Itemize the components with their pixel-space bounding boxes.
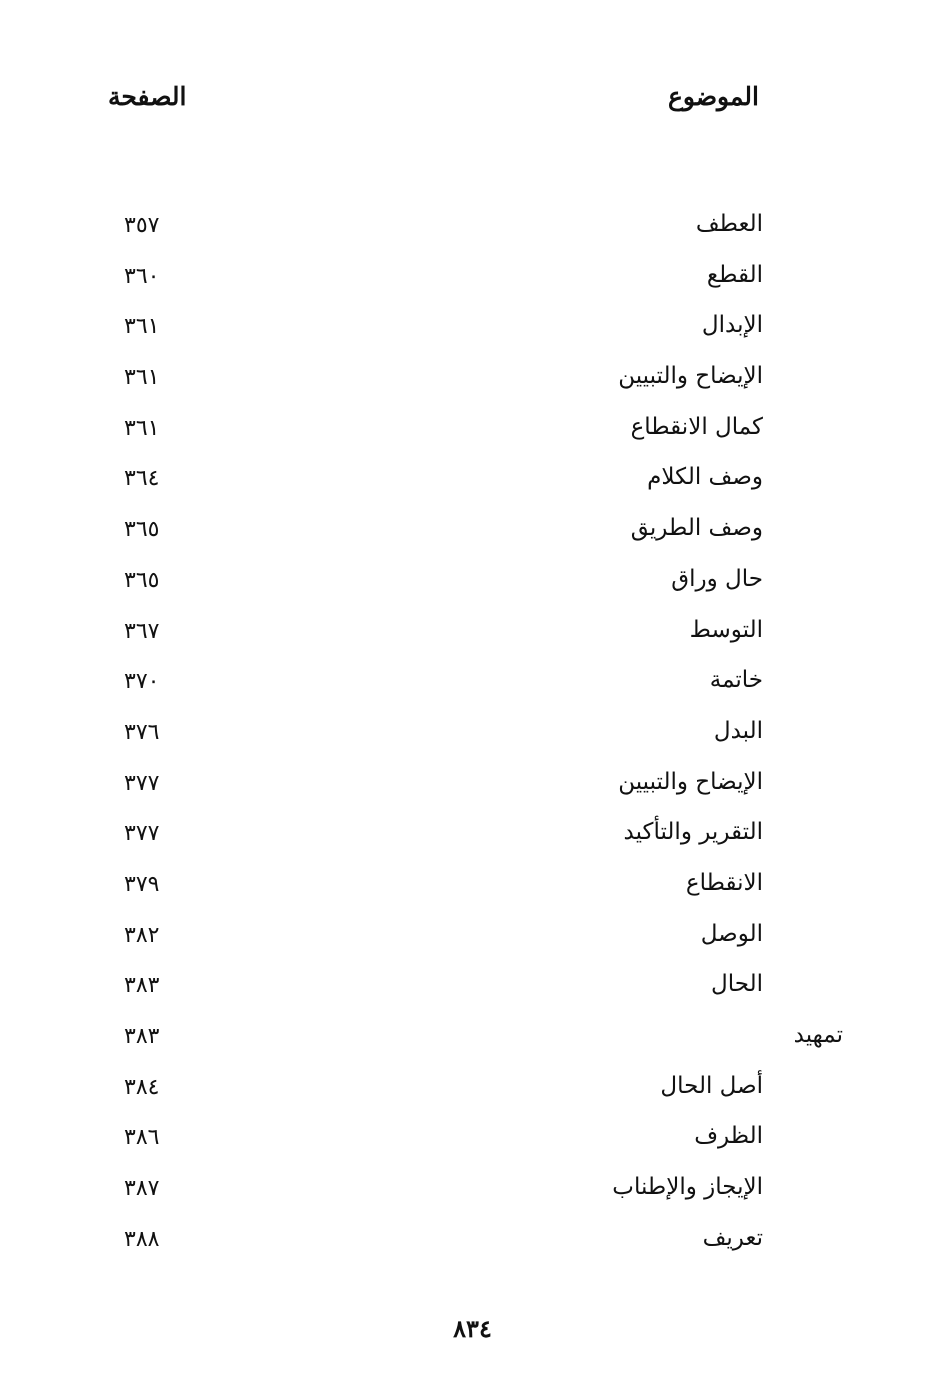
- toc-entry-page: ٣٦٤: [124, 466, 160, 492]
- toc-entry-page: ٣٦١: [124, 415, 160, 441]
- toc-entry-page: ٣٦٥: [124, 567, 160, 593]
- toc-entry-page: ٣٧٩: [124, 871, 160, 897]
- toc-entry-title: وصف الكلام: [647, 464, 763, 491]
- toc-entry-page: ٣٦١: [124, 314, 160, 340]
- toc-entry-page: ٣٨٣: [124, 973, 160, 999]
- toc-entry-title: التقرير والتأكيد: [623, 819, 763, 846]
- toc-section-entry: [0, 1018, 945, 1069]
- toc-entry: [0, 815, 945, 866]
- toc-entry: [0, 1221, 945, 1272]
- toc-entry-title: الحال: [711, 971, 763, 998]
- toc-entry: [0, 714, 945, 765]
- toc-entry: [0, 866, 945, 917]
- toc-entry-page: ٣٦٥: [124, 517, 160, 543]
- toc-entry: [0, 410, 945, 461]
- toc-entry-title: الإيجاز والإطناب: [612, 1174, 763, 1201]
- toc-entry-title: خاتمة: [709, 667, 763, 694]
- toc-entry: [0, 917, 945, 968]
- toc-entry-page: ٣٧٦: [124, 719, 160, 745]
- toc-entry: [0, 1069, 945, 1120]
- toc-entry-title: الظرف: [694, 1123, 763, 1150]
- page-column-header: الصفحة: [108, 82, 187, 111]
- toc-entry-title: التوسط: [689, 616, 763, 643]
- toc-entry-page: ٣٦٠: [124, 263, 160, 289]
- toc-entry: [0, 967, 945, 1018]
- toc-entry-title: حال وراق: [671, 565, 763, 592]
- topic-column-header: الموضوع: [668, 82, 759, 111]
- toc-entry-title: الإيضاح والتبيين: [618, 363, 763, 390]
- toc-entry-title: الانقطاع: [685, 869, 763, 896]
- toc-entry: [0, 258, 945, 309]
- toc-entry-page: ٣٧٧: [124, 770, 160, 796]
- toc-entry: [0, 460, 945, 511]
- toc-entry: [0, 359, 945, 410]
- toc-entry-page: ٣٨٧: [124, 1176, 160, 1202]
- toc-entry-page: ٣٨٣: [124, 1024, 160, 1049]
- toc-entry: [0, 511, 945, 562]
- toc-list: [0, 207, 945, 1271]
- toc-entry-title: تعريف: [702, 1224, 763, 1251]
- toc-entry-page: ٣٨٦: [124, 1125, 160, 1151]
- toc-entry-page: ٣٨٢: [124, 922, 160, 948]
- toc-entry-title: البدل: [713, 717, 763, 744]
- toc-entry-page: ٣٦٧: [124, 618, 160, 644]
- toc-entry: [0, 765, 945, 816]
- toc-entry: [0, 562, 945, 613]
- toc-entry-title: الوصل: [700, 920, 763, 947]
- toc-entry: [0, 207, 945, 258]
- toc-entry-page: ٣٨٤: [124, 1074, 160, 1100]
- toc-entry-title: العطف: [695, 211, 763, 237]
- toc-entry: [0, 308, 945, 359]
- toc-entry-page: ٣٧٧: [124, 821, 160, 847]
- toc-entry-title: الإيضاح والتبيين: [618, 768, 763, 795]
- toc-entry-title: تمهيد: [793, 1022, 843, 1048]
- toc-entry: [0, 663, 945, 714]
- toc-entry-title: كمال الانقطاع: [630, 413, 763, 440]
- toc-entry-page: ٣٦١: [124, 365, 160, 391]
- toc-entry-page: ٣٧٠: [124, 669, 160, 695]
- toc-entry: [0, 1170, 945, 1221]
- toc-entry: [0, 613, 945, 664]
- toc-entry: [0, 1119, 945, 1170]
- toc-entry-title: أصل الحال: [660, 1072, 763, 1099]
- toc-entry-title: القطع: [706, 261, 763, 288]
- toc-entry-page: ٣٥٧: [124, 213, 160, 238]
- toc-entry-title: الإبدال: [701, 312, 763, 339]
- toc-entry-page: ٣٨٨: [124, 1226, 160, 1252]
- toc-entry-title: وصف الطريق: [630, 515, 763, 542]
- page-number: ٨٣٤: [453, 1314, 492, 1343]
